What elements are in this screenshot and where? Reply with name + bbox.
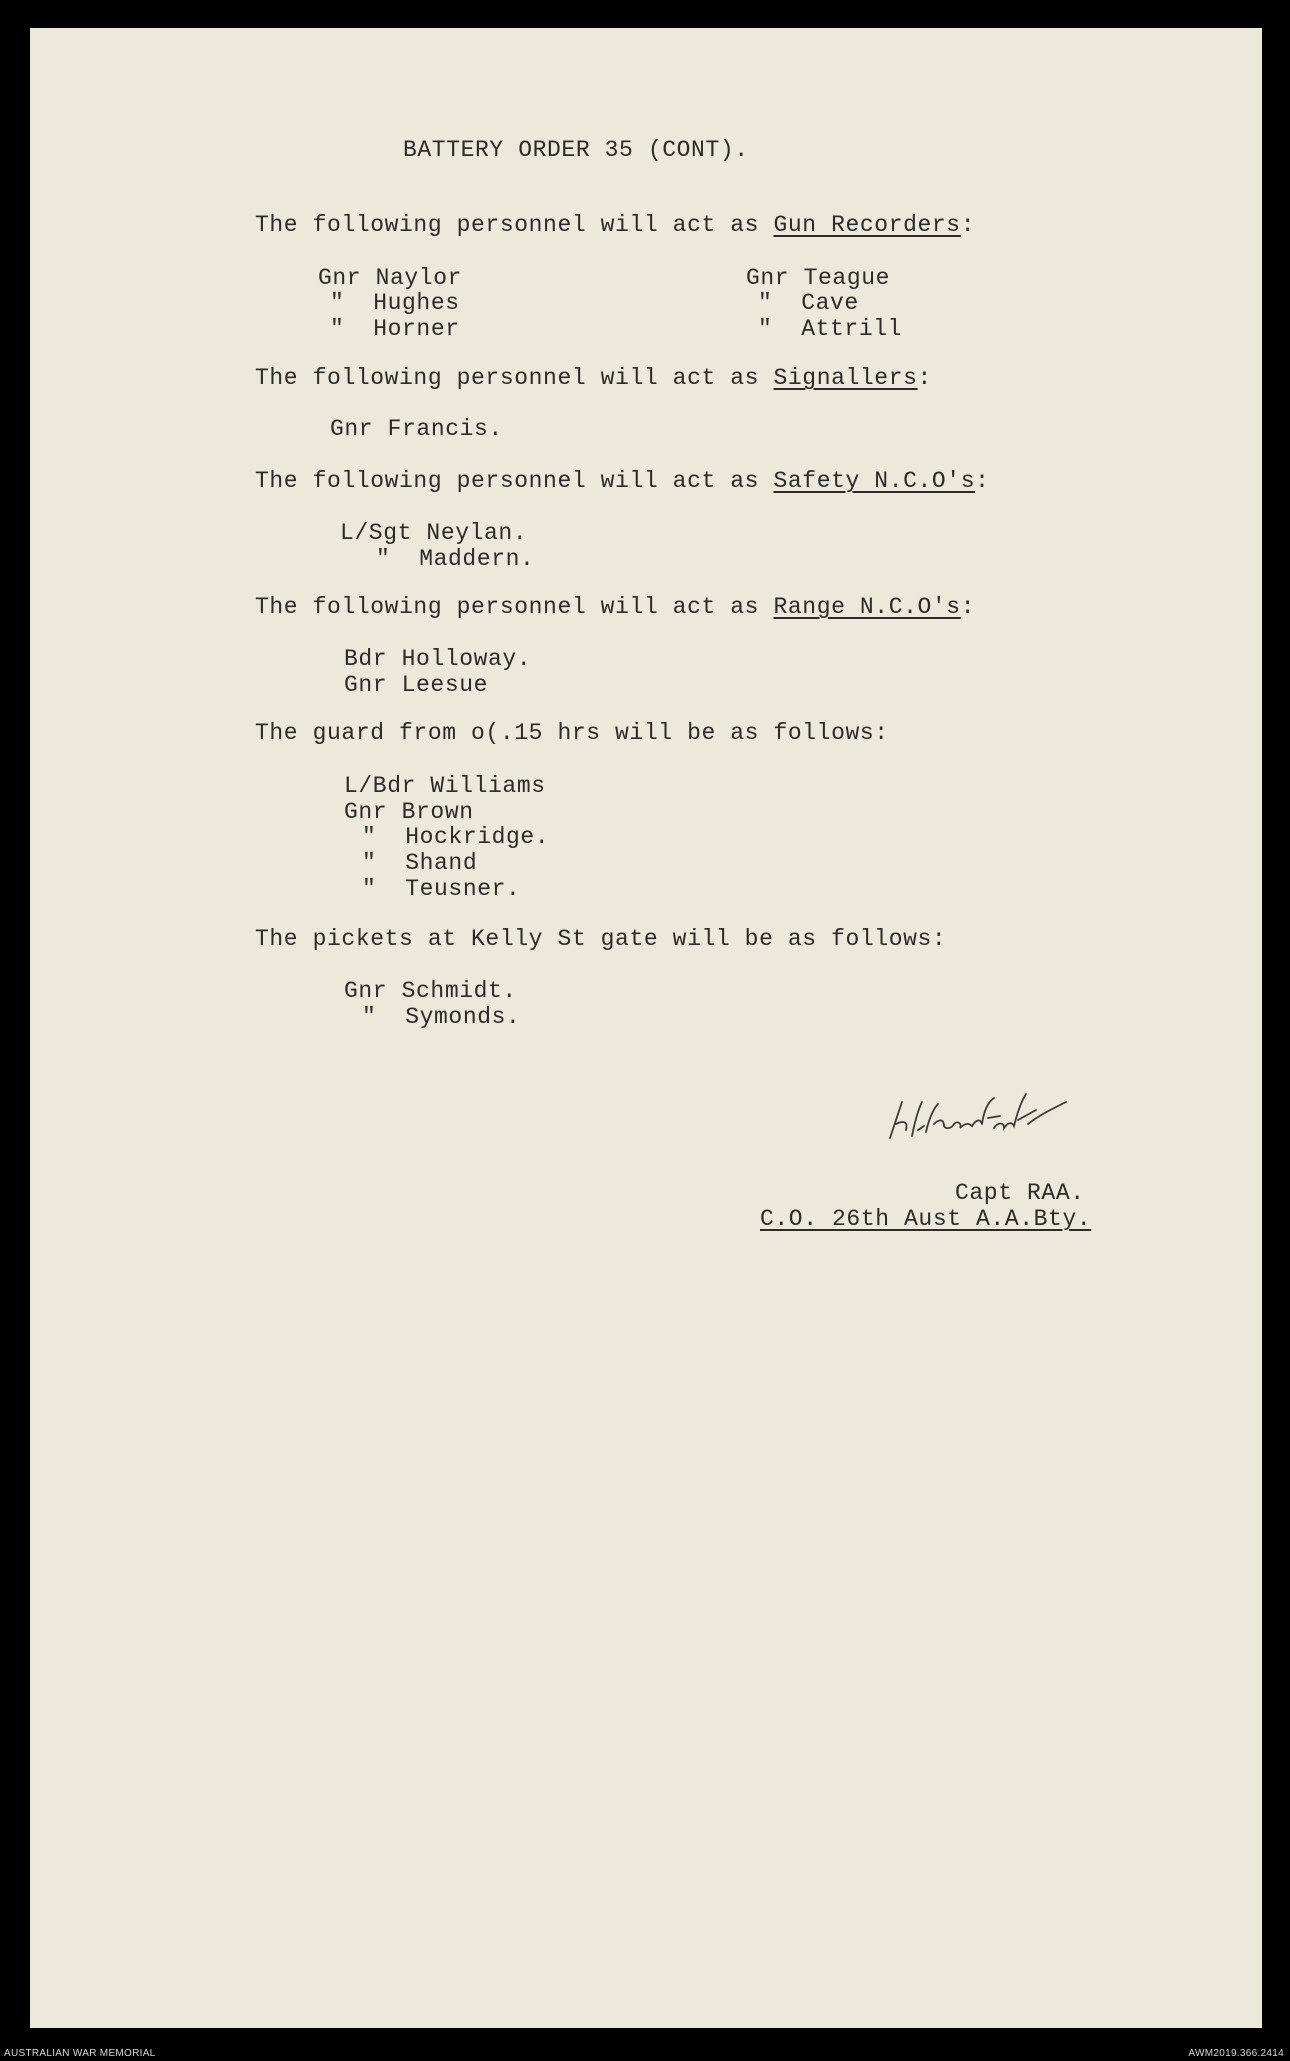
document-title: BATTERY ORDER 35 (CONT). — [403, 137, 749, 163]
role-safety-ncos: Safety N.C.O's — [773, 468, 976, 494]
name-entry: L/Sgt Neylan. — [340, 520, 528, 546]
name-entry: " Attrill — [758, 316, 903, 342]
section-heading: The following personnel will act as Range N.C.O's: — [255, 594, 976, 620]
name-entry: " Cave — [758, 290, 859, 316]
role-range-ncos: Range N.C.O's — [773, 594, 961, 620]
name-entry: " Horner — [330, 316, 460, 342]
signatory-appointment: C.O. 26th Aust A.A.Bty. — [760, 1206, 1092, 1232]
name-entry: Bdr Holloway. — [344, 646, 532, 672]
footer-institution: AUSTRALIAN WAR MEMORIAL — [4, 2048, 156, 2059]
name-entry: L/Bdr Williams — [344, 773, 546, 799]
name-entry: Gnr Leesue — [344, 672, 489, 698]
role-signallers: Signallers — [773, 365, 918, 391]
signatory-rank: Capt RAA. — [955, 1180, 1085, 1206]
name-entry: Gnr Naylor — [318, 265, 463, 291]
section-heading: The following personnel will act as Gun Recorders: — [255, 212, 976, 238]
name-entry: Gnr Brown — [344, 799, 474, 825]
section-heading: The following personnel will act as Signallers: — [255, 365, 932, 391]
name-entry: " Maddern. — [376, 546, 535, 572]
document-page — [30, 28, 1262, 2028]
handwritten-signature — [878, 1080, 1078, 1150]
name-entry: Gnr Teague — [746, 265, 891, 291]
name-entry: Gnr Francis. — [330, 416, 503, 442]
section-heading: The following personnel will act as Safety N.C.O's: — [255, 468, 990, 494]
name-entry: " Symonds. — [362, 1004, 521, 1030]
name-entry: Gnr Schmidt. — [344, 978, 517, 1004]
section-heading: The pickets at Kelly St gate will be as follows: — [255, 926, 947, 952]
name-entry: " Hockridge. — [362, 824, 550, 850]
name-entry: " Teusner. — [362, 876, 521, 902]
name-entry: " Hughes — [330, 290, 460, 316]
footer-accession-number: AWM2019.366.2414 — [1188, 2048, 1284, 2059]
role-gun-recorders: Gun Recorders — [773, 212, 961, 238]
name-entry: " Shand — [362, 850, 478, 876]
section-heading: The guard from o(.15 hrs will be as follows: — [255, 720, 889, 746]
